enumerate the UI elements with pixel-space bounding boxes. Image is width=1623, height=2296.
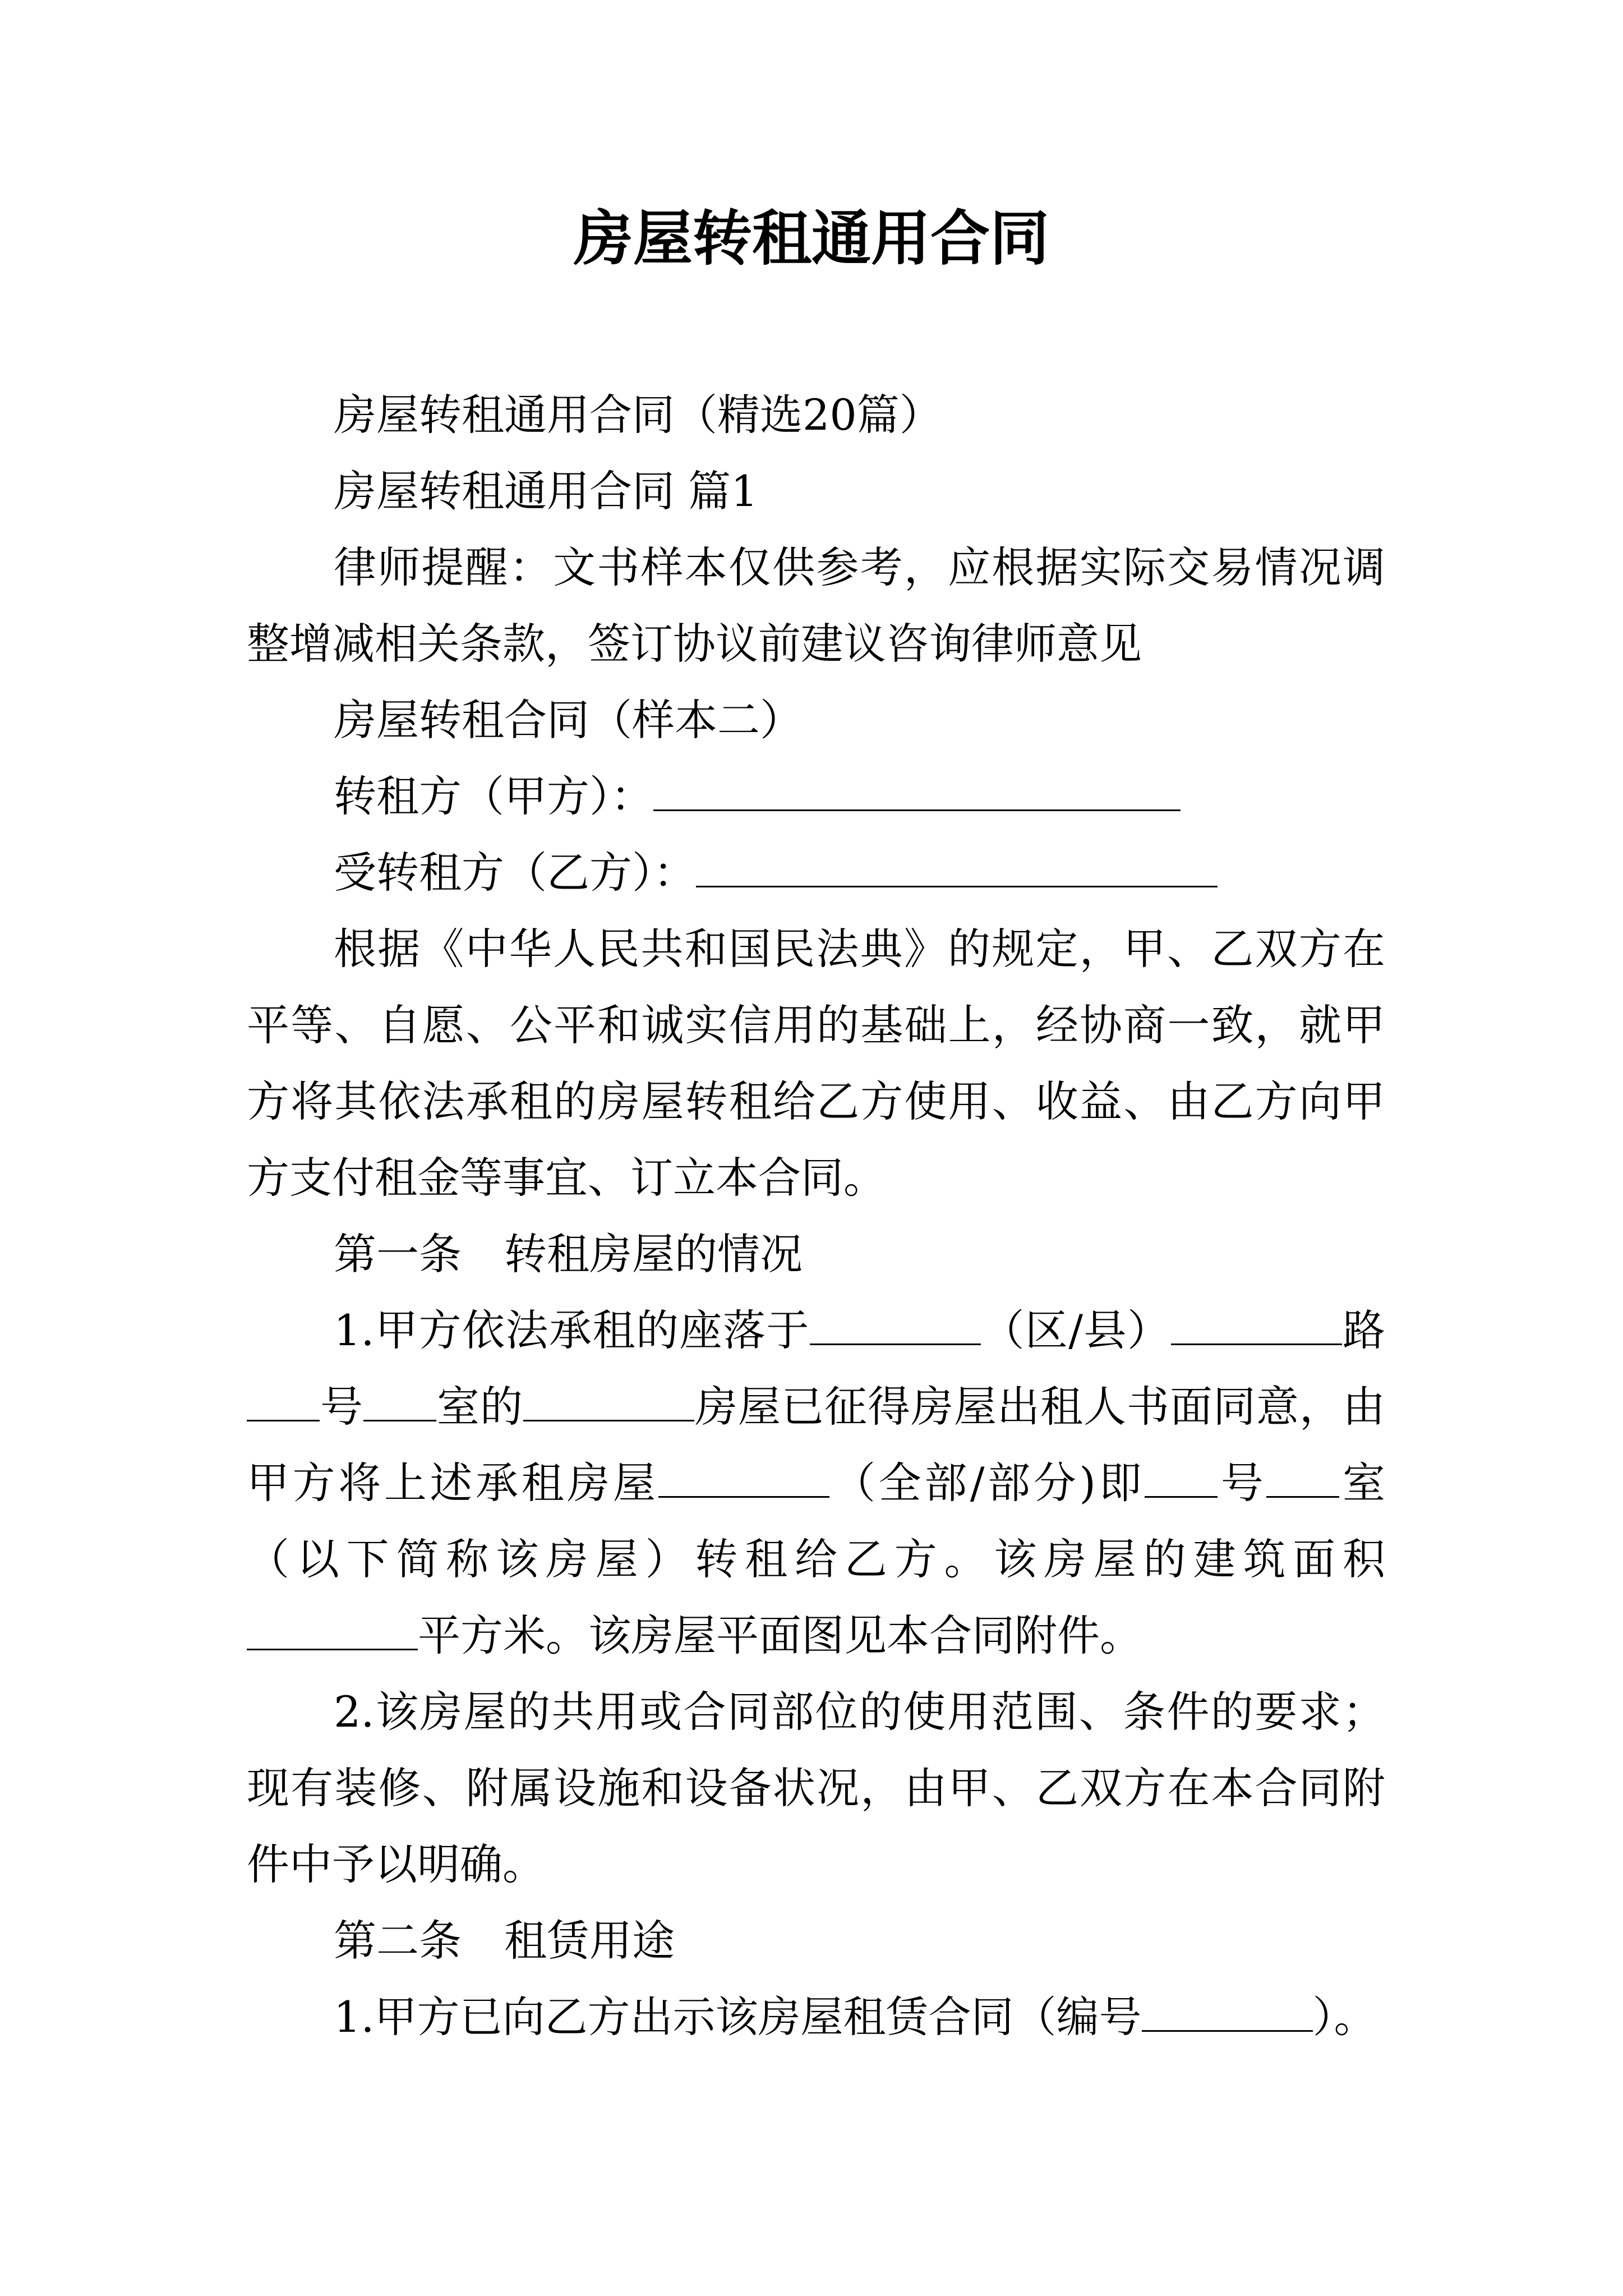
- article-1-title: 转租房屋的情况: [504, 1229, 803, 1279]
- clause-2-1: [247, 1979, 1385, 2055]
- paragraph-party-b: [247, 835, 1385, 911]
- clause-text: 室（以下简称该房屋）转租给乙方。该房屋的建筑面积: [247, 1458, 1386, 1584]
- unit-room-blank[interactable]: [1266, 1462, 1339, 1498]
- clause-text: 1.甲方依法承租的座落于: [334, 1305, 810, 1355]
- party-b-blank[interactable]: [696, 852, 1218, 887]
- clause-text: （区/县）: [980, 1305, 1171, 1355]
- party-b-label: 受转租方（乙方）：: [334, 848, 696, 898]
- clause-text: 房屋已征得房屋出租人书面同意，由甲方将上述承租房屋: [247, 1382, 1385, 1508]
- clause-text: ）。: [1312, 1992, 1377, 2042]
- paragraph-lawyer-reminder: 律师提醒：文书样本仅供参考，应根据实际交易情况调整增减相关条款，签订协议前建议咨询律师意见: [247, 542, 1385, 669]
- clause-1-2: 2.该房屋的共用或合同部位的使用范围、条件的要求；现有装修、附属设施和设备状况，由甲、乙双方在本合同附件中予以明确。: [247, 1687, 1385, 1889]
- party-a-label: 转租方（甲方）：: [334, 771, 653, 821]
- article-2-heading: [247, 1903, 1385, 1979]
- article-2-title: 租赁用途: [504, 1916, 675, 1966]
- house-blank[interactable]: [523, 1386, 694, 1421]
- paragraph-party-a: [247, 758, 1385, 835]
- document-body: [247, 377, 1385, 2055]
- district-blank[interactable]: [810, 1310, 981, 1345]
- clause-text: 号: [1218, 1458, 1267, 1508]
- party-a-blank[interactable]: [653, 776, 1181, 811]
- paragraph-sample-title: 房屋转租合同（样本二）: [334, 695, 803, 745]
- article-1-number: 第一条: [334, 1229, 462, 1279]
- room-blank[interactable]: [363, 1386, 436, 1421]
- clause-text: 路: [1341, 1305, 1386, 1355]
- clause-text: 1.甲方已向乙方出示该房屋租赁合同（编号: [334, 1992, 1142, 2042]
- clause-text: 号: [320, 1382, 363, 1432]
- unit-number-blank[interactable]: [1145, 1462, 1218, 1498]
- number-blank[interactable]: [247, 1386, 320, 1421]
- clause-text: 室的: [436, 1382, 523, 1432]
- road-blank[interactable]: [1171, 1310, 1342, 1345]
- paragraph-article-heading: 房屋转租通用合同 篇1: [334, 466, 758, 516]
- article-2-number: 第二条: [334, 1916, 462, 1966]
- paragraph-collection-title: 房屋转租通用合同（精选20篇）: [334, 390, 942, 440]
- paragraph-preamble: 根据《中华人民共和国民法典》的规定，甲、乙双方在平等、自愿、公平和诚实信用的基础上，经协商一致，就甲方将其依法承租的房屋转租给乙方使用、收益、由乙方向甲方支付租金等事宜、订立本合同。: [247, 924, 1385, 1203]
- clause-text: （全部/部分)即: [829, 1458, 1145, 1508]
- contract-number-blank[interactable]: [1142, 1996, 1313, 2032]
- article-1-heading: [247, 1216, 1385, 1292]
- scope-blank[interactable]: [658, 1462, 829, 1498]
- area-blank[interactable]: [247, 1615, 418, 1650]
- document-title: 房屋转租通用合同: [574, 203, 1049, 273]
- clause-text: 平方米。该房屋平面图见本合同附件。: [418, 1611, 1142, 1660]
- clause-1-1: [247, 1292, 1385, 1674]
